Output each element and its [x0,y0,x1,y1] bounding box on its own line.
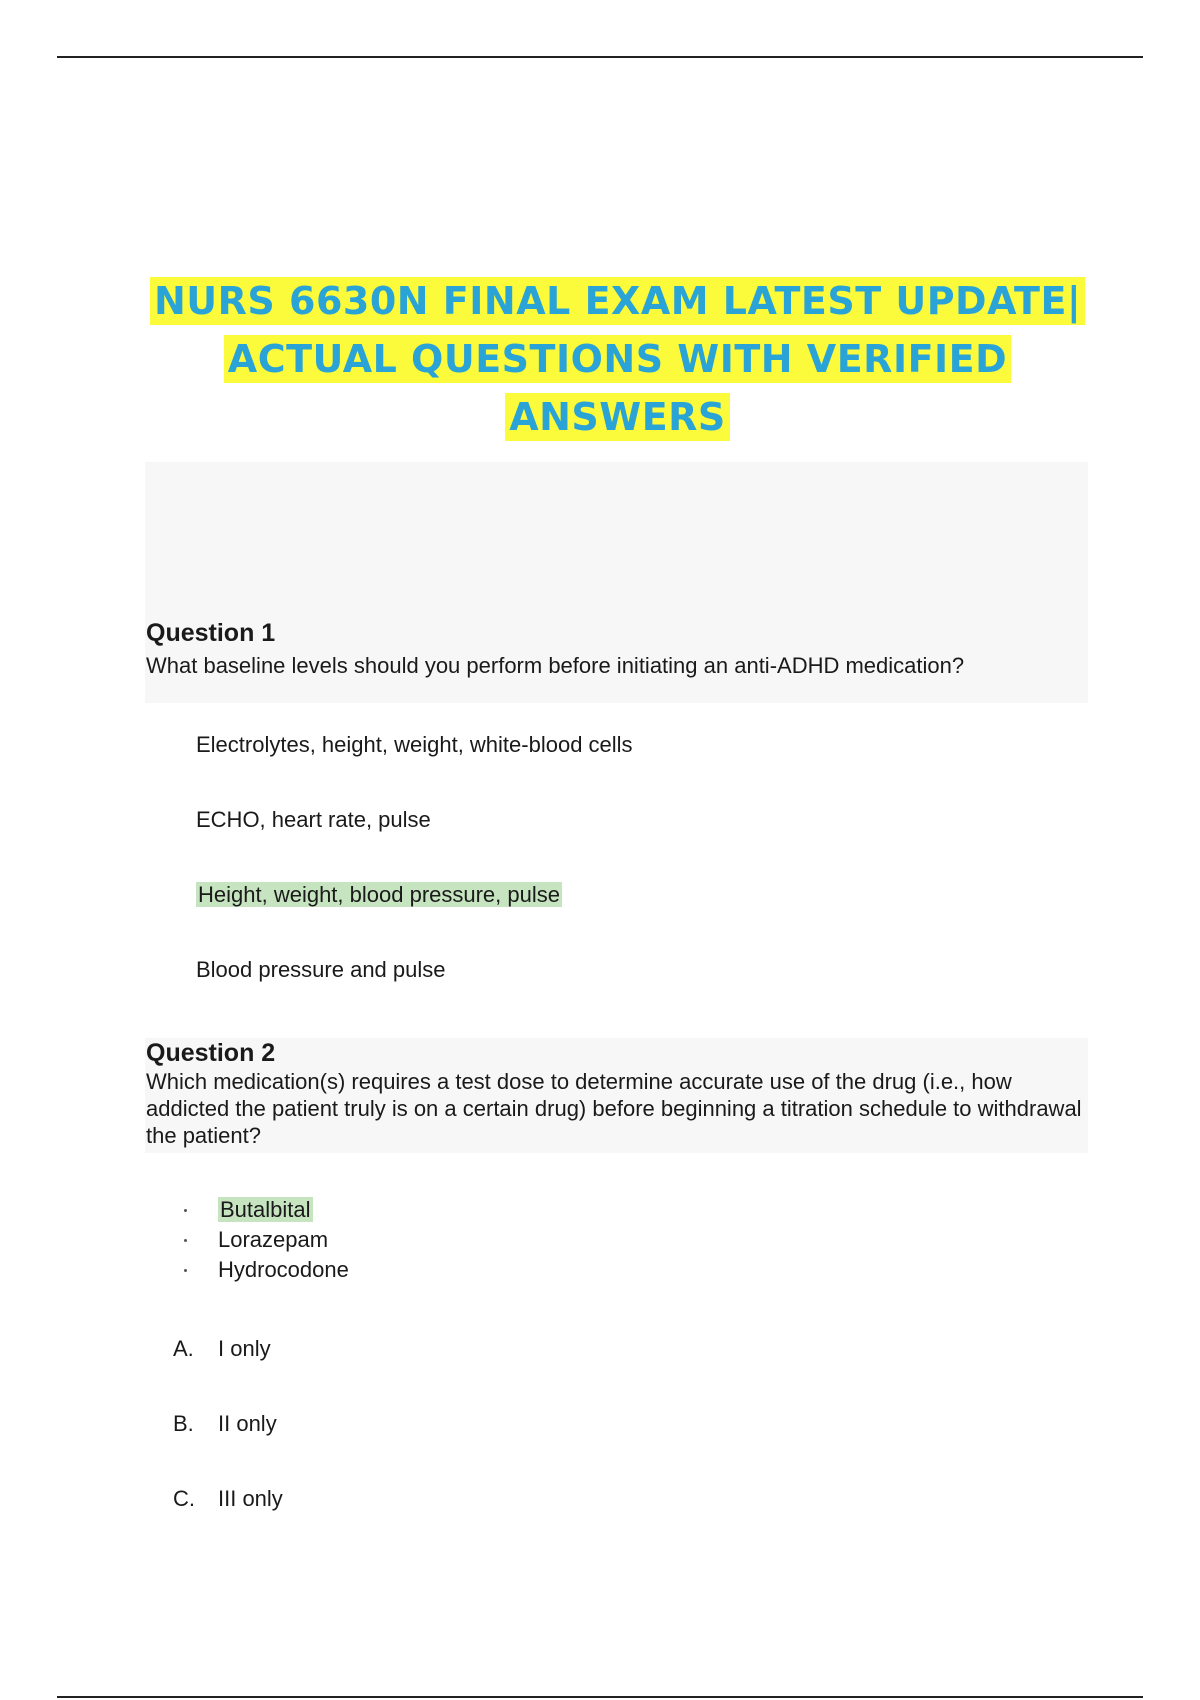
question-2-choice-a [173,1335,271,1363]
list-item [180,1195,349,1225]
choice-text: II only [218,1411,277,1436]
choice-text: I only [218,1336,271,1361]
question-1-text: What baseline levels should you perform before initiating an anti-ADHD medication? [146,653,965,678]
list-item [180,1255,349,1285]
question-1-option-4 [196,956,446,984]
choice-letter: A. [173,1336,194,1361]
question-2-choice-c [173,1485,283,1513]
question-2-choice-b [173,1410,277,1438]
question-2-item-list [180,1195,349,1285]
correct-answer-highlight: Height, weight, blood pressure, pulse [198,882,560,907]
item-label: Hydrocodone [218,1257,349,1282]
question-1-option-2 [196,806,431,834]
item-label: Lorazepam [218,1227,329,1252]
question-1-option-1 [196,731,633,759]
question-1-option-3-correct [196,881,562,909]
choice-letter: C. [173,1486,195,1511]
question-2-text: Which medication(s) requires a test dose to determine accurate use of the drug (i.e., how addicted the patient truly is on a certain drug) before beginning a titration schedule to withdrawal the patient? [146,1069,1082,1148]
bullet-icon [184,1209,187,1212]
question-1-heading: Question 1 [146,619,276,647]
document-title [150,272,1085,446]
choice-letter: B. [173,1411,194,1436]
correct-answer-highlight: Butalbital [220,1197,311,1222]
bottom-rule [57,1696,1143,1698]
bullet-icon [184,1269,187,1272]
option-label: ECHO, heart rate, pulse [196,807,431,832]
option-label: Blood pressure and pulse [196,957,446,982]
title-highlight: NURS 6630N FINAL EXAM LATEST UPDATE| ACTUAL QUESTIONS WITH VERIFIED ANSWERS [150,277,1085,441]
bullet-icon [184,1239,187,1242]
choice-text: III only [218,1486,283,1511]
top-rule [57,56,1143,58]
question-2-heading: Question 2 [146,1039,276,1067]
list-item [180,1225,349,1255]
option-label: Electrolytes, height, weight, white-blood cells [196,732,633,757]
